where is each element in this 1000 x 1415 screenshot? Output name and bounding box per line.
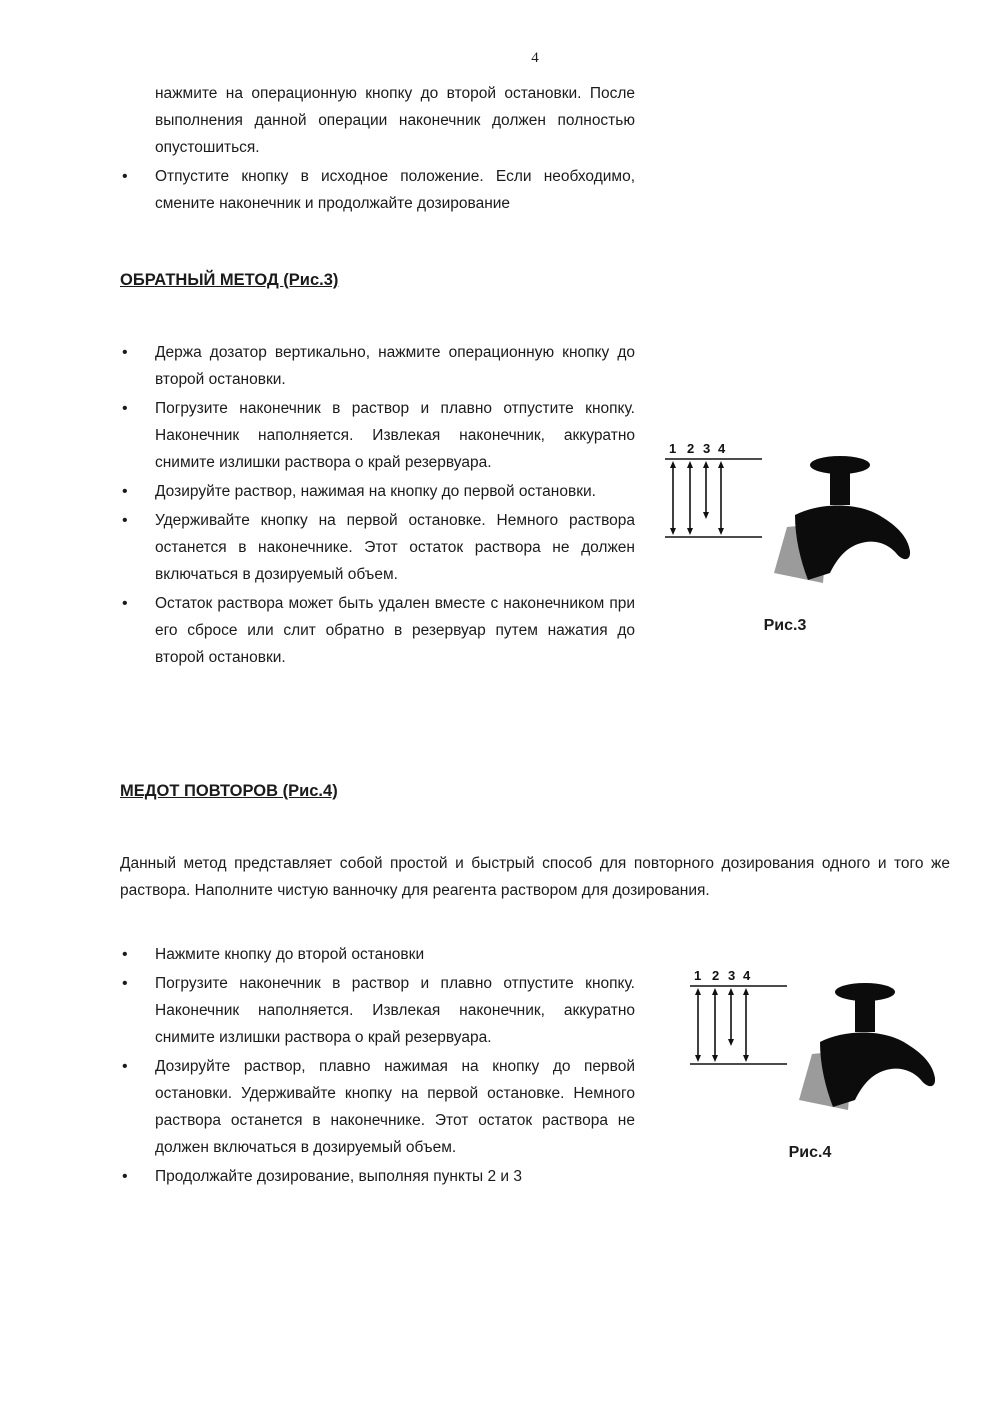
figure-label: 4 — [718, 441, 726, 456]
figure-label: 3 — [703, 441, 711, 456]
section-repeat-text — [120, 941, 635, 1190]
section-heading-reverse-method: ОБРАТНЫЙ МЕТОД (Рис.3) — [120, 271, 339, 289]
pipette-button-diagram-icon — [685, 966, 935, 1136]
figure-3-caption: Рис.3 — [763, 617, 807, 634]
list-item: • Отпустите кнопку в исходное положение. Если необходимо, смените наконечник и продолжайте дозирование — [120, 163, 635, 217]
figure-3 — [660, 439, 910, 635]
pipette-button-diagram-icon — [660, 439, 910, 609]
figure-label: 1 — [669, 441, 677, 456]
section-repeat-method — [120, 941, 950, 1241]
list-item: • Держа дозатор вертикально, нажмите операционную кнопку до второй остановки. — [120, 339, 635, 393]
list-item: • Продолжайте дозирование, выполняя пункты 2 и 3 — [120, 1163, 635, 1190]
figure-label: 3 — [728, 968, 736, 983]
repeat-method-bullet-list — [120, 941, 635, 1190]
section-reverse-text — [120, 339, 635, 671]
section-heading-repeat-method: МЕДОТ ПОВТОРОВ (Рис.4) — [120, 782, 338, 800]
figure-label: 2 — [687, 441, 695, 456]
figure-4 — [685, 966, 935, 1162]
list-item: • Остаток раствора может быть удален вместе с наконечником при его сбросе или слит обратно в резервуар путем нажатия до второй остановки. — [120, 590, 635, 671]
list-item: • Погрузите наконечник в раствор и плавно отпустите кнопку. Наконечник наполняется. Извлекая наконечник, аккуратно снимите излишки раствора о край резервуара. — [120, 395, 635, 476]
list-item: • Нажмите кнопку до второй остановки — [120, 941, 635, 968]
list-item: • Дозируйте раствор, нажимая на кнопку до первой остановки. — [120, 478, 635, 505]
page-number: 4 — [531, 50, 539, 66]
list-item: • Дозируйте раствор, плавно нажимая на кнопку до первой остановки. Удерживайте кнопку на первой остановке. Немного раствора останется в наконечнике. Этот остаток раствора не должен включаться в дозируемый объем. — [120, 1053, 635, 1161]
figure-4-caption: Рис.4 — [788, 1144, 832, 1161]
intro-bullet-list — [120, 80, 635, 217]
reverse-method-bullet-list — [120, 339, 635, 671]
list-item: нажмите на операционную кнопку до второй остановки. После выполнения данной операции наконечник должен полностью опустошиться. — [155, 85, 635, 156]
list-item: • Погрузите наконечник в раствор и плавно отпустите кнопку. Наконечник наполняется. Извлекая наконечник, аккуратно снимите излишки раствора о край резервуара. — [120, 970, 635, 1051]
section-reverse-method — [120, 339, 950, 734]
figure-label: 1 — [694, 968, 702, 983]
repeat-method-paragraph: Данный метод представляет собой простой и быстрый способ для повторного дозирования одного и того же раствора. Наполните чистую ванночку для реагента раствором для дозирования. — [120, 855, 950, 899]
list-item: • Удерживайте кнопку на первой остановке. Немного раствора останется в наконечнике. Этот остаток раствора не должен включаться в дозируемый объем. — [120, 507, 635, 588]
figure-label: 4 — [743, 968, 751, 983]
figure-label: 2 — [712, 968, 720, 983]
